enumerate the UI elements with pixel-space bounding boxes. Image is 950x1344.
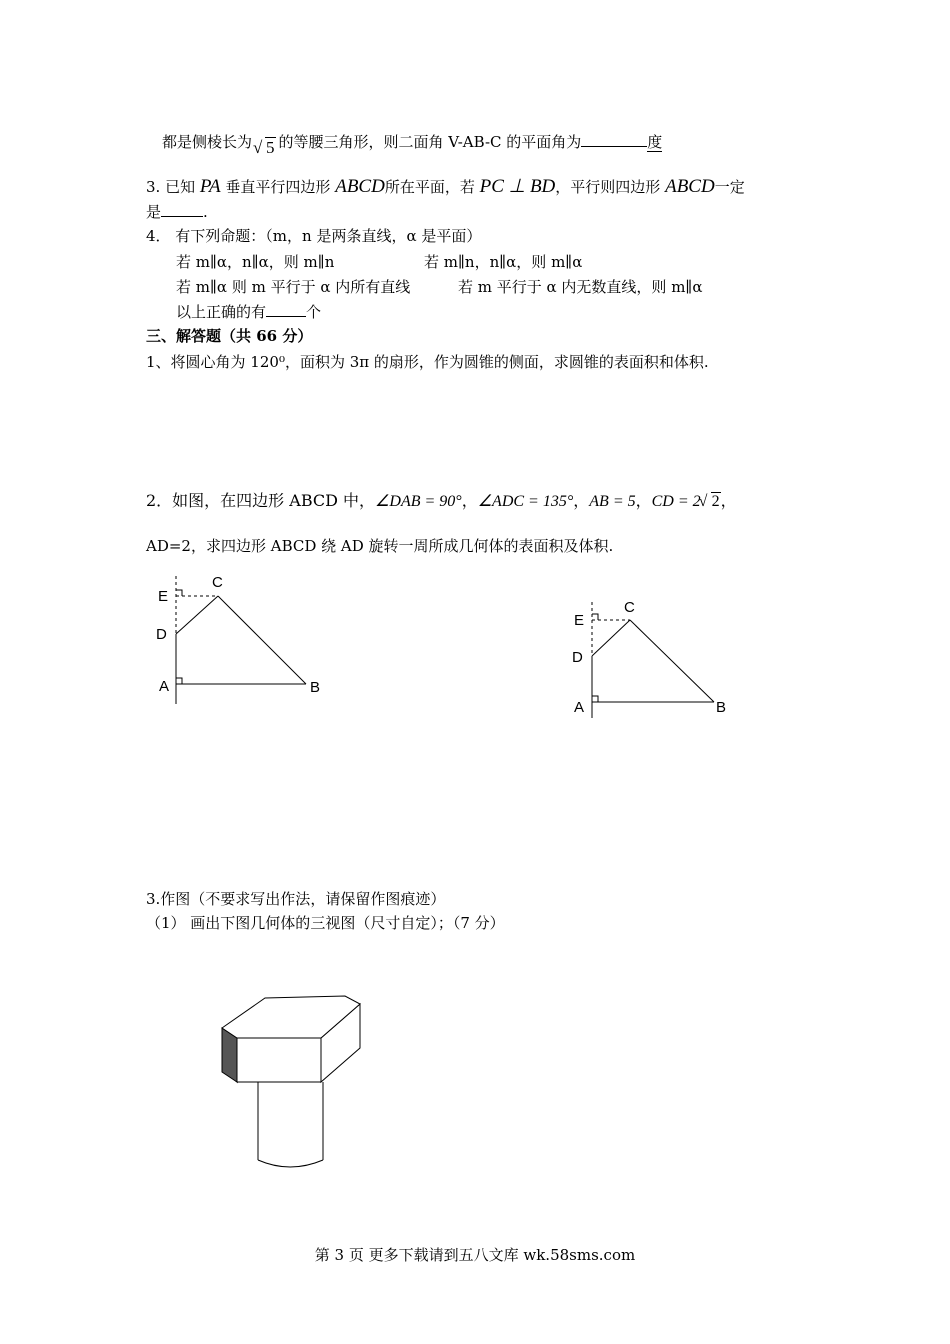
p2-sep3: ， xyxy=(635,491,652,510)
q3-t3: ，平行则四边形 xyxy=(555,178,661,196)
label-a: A xyxy=(159,678,170,695)
q4-tail xyxy=(176,302,321,322)
p2-sep4: ， xyxy=(720,491,737,510)
q3-abcd2: ABCD xyxy=(665,176,715,197)
page-footer: 第 3 页 更多下载请到五八文库 wk.58sms.com xyxy=(314,1246,636,1264)
q3-line2 xyxy=(146,202,208,222)
q3-num: 3. 已知 xyxy=(146,178,196,196)
section-title: 三、解答题（共 66 分） xyxy=(146,327,313,345)
label-d: D xyxy=(156,626,167,643)
figure-quadrilateral-1 xyxy=(150,570,330,710)
label-e-2: E xyxy=(574,612,585,629)
q4-tail-b: 个 xyxy=(306,303,322,321)
q3-t5: 是 xyxy=(146,203,162,221)
right-angle-a xyxy=(176,678,182,684)
p2-sep1: ， xyxy=(461,491,478,510)
p2-sep2: ， xyxy=(573,491,590,510)
problem-2-line2: AD=2，求四边形 ABCD 绕 AD 旋转一周所成几何体的表面积及体积. xyxy=(146,537,614,555)
q4-proposition-2: 若 m∥n，n∥α，则 m∥α xyxy=(424,253,583,271)
q3-t6: . xyxy=(203,203,208,221)
q2-continuation xyxy=(162,132,663,157)
p2-cd: CD = 2 xyxy=(651,493,701,510)
label-b-2: B xyxy=(716,699,727,716)
segment-dc-2 xyxy=(592,620,630,656)
label-c-2: C xyxy=(624,599,635,616)
q4-proposition-3: 若 m∥α 则 m 平行于 α 内所有直线 xyxy=(176,278,411,296)
segment-cb xyxy=(218,596,306,684)
q2-text-c: 度 xyxy=(647,133,663,151)
q3-line1 xyxy=(146,177,745,197)
cylinder-bottom xyxy=(258,1160,323,1167)
p2-angle-adc: ∠ADC = 135° xyxy=(477,493,574,510)
p2-lead: 2．如图，在四边形 ABCD 中， xyxy=(146,491,376,510)
problem-2-line1 xyxy=(146,491,737,512)
q4-proposition-1: 若 m∥α，n∥α，则 m∥n xyxy=(176,253,335,271)
problem-3-title: 3.作图（不要求写出作法，请保留作图痕迹） xyxy=(146,890,446,908)
p2-angle-dab: ∠DAB = 90° xyxy=(375,493,462,510)
right-angle-e xyxy=(176,590,182,596)
q3-pcbd: PC ⊥ BD xyxy=(479,176,556,197)
q4-proposition-4: 若 m 平行于 α 内无数直线，则 m∥α xyxy=(458,278,703,296)
label-c: C xyxy=(212,574,223,591)
q2-text-a: 都是侧棱长为 xyxy=(162,133,253,151)
label-d-2: D xyxy=(572,649,583,666)
sqrt-5: √ 5 xyxy=(255,138,276,158)
answer-blank xyxy=(581,132,647,147)
q3-blank xyxy=(161,202,203,217)
q3-abcd1: ABCD xyxy=(335,176,385,197)
q3-pa: PA xyxy=(199,176,221,197)
q2-text-b: 的等腰三角形，则二面角 V-AB-C 的平面角为 xyxy=(278,133,582,151)
label-a-2: A xyxy=(574,699,585,716)
label-b: B xyxy=(310,679,321,696)
label-e: E xyxy=(158,588,169,605)
problem-1: 1、将圆心角为 120⁰，面积为 3π 的扇形，作为圆锥的侧面，求圆锥的表面积和体积. xyxy=(146,353,709,371)
prism-front-face xyxy=(237,1038,321,1082)
q4-title: 4． 有下列命题：（m，n 是两条直线，α 是平面） xyxy=(146,227,482,245)
q3-t2: 所在平面，若 xyxy=(384,178,475,196)
figure-hex-prism-cylinder xyxy=(215,992,375,1177)
segment-dc xyxy=(176,596,218,634)
problem-3-part1: （1） 画出下图几何体的三视图（尺寸自定）；（7 分） xyxy=(146,914,505,932)
right-angle-a-2 xyxy=(592,696,598,702)
p2-sqrt2: √ 2 xyxy=(701,492,721,512)
right-angle-e-2 xyxy=(592,614,598,620)
p2-ab: AB = 5 xyxy=(589,493,636,510)
q4-tail-a: 以上正确的有 xyxy=(176,303,267,321)
figure-quadrilateral-2 xyxy=(568,596,748,726)
q4-blank xyxy=(266,302,306,317)
segment-cb-2 xyxy=(630,620,714,702)
q3-t4: 一定 xyxy=(714,178,745,196)
q3-t1: 垂直平行四边形 xyxy=(225,178,331,196)
